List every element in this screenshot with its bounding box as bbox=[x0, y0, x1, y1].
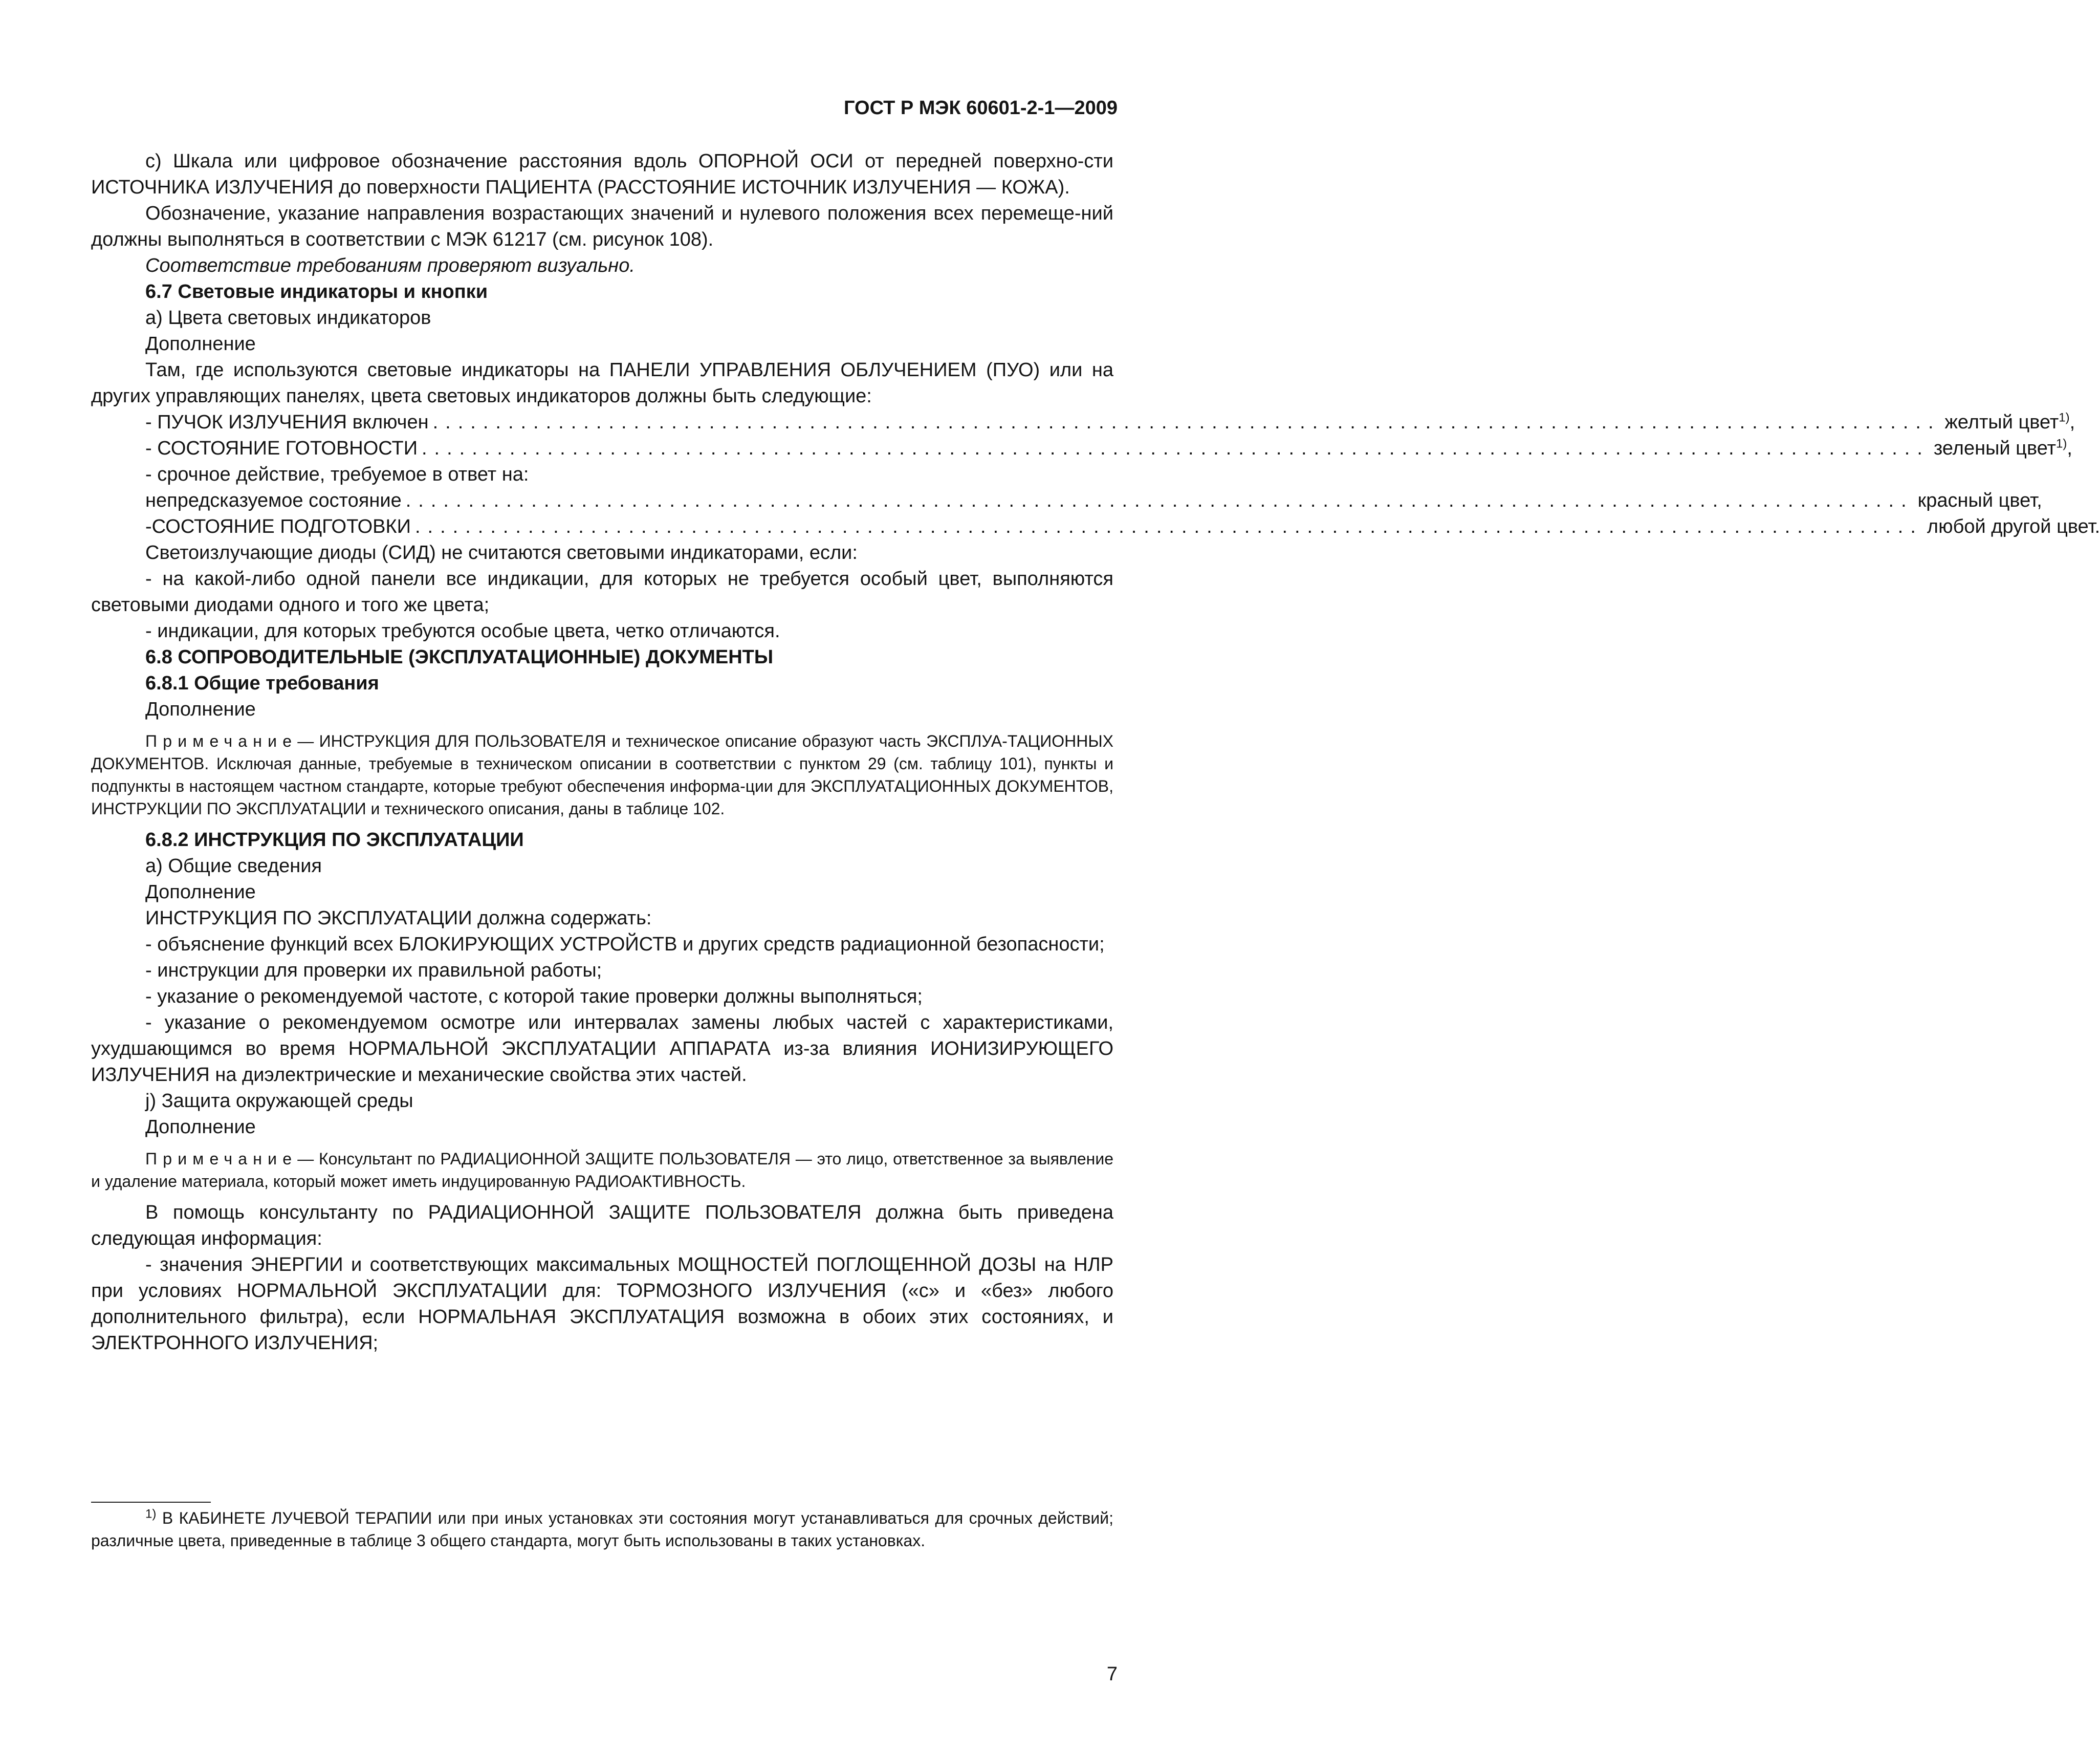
leader-dots: ........................................................................................................................ bbox=[432, 412, 1941, 433]
note-text: — Консультант по РАДИАЦИОННОЙ ЗАЩИТЕ ПОЛЬЗОВАТЕЛЯ — это лицо, ответственное за выявление и удаление материала, который может иметь индуцированную РАДИОАКТИВНОСТЬ. bbox=[91, 1150, 1113, 1191]
section-6-8-2-heading: 6.8.2 ИНСТРУКЦИЯ ПО ЭКСПЛУАТАЦИИ bbox=[145, 829, 524, 851]
page-content bbox=[91, 148, 2100, 1356]
document-header: ГОСТ Р МЭК 60601-2-1—2009 bbox=[844, 97, 1118, 119]
manual-item-2: - инструкции для проверки их правильной работы; bbox=[145, 960, 602, 981]
energy-paragraph: - значения ЭНЕРГИИ и соответствующих максимальных МОЩНОСТЕЙ ПОГЛОЩЕННОЙ ДОЗЫ на НЛР при условиях НОРМАЛЬНОЙ ЭКСПЛУАТАЦИИ для: ТОРМОЗНОГО ИЗЛУЧЕНИЯ («с» и «без» любого дополнительного фильтра), если НОРМАЛЬНАЯ ЭКСПЛУАТАЦИЯ возможна в обоих этих состояниях, и ЭЛЕКТРОННОГО ИЗЛУЧЕНИЯ; bbox=[91, 1254, 1113, 1354]
subsection-a-heading: а) Общие сведения bbox=[145, 855, 322, 877]
consultant-paragraph: В помощь консультанту по РАДИАЦИОННОЙ ЗАЩИТЕ ПОЛЬЗОВАТЕЛЯ должна быть приведена следующая информация: bbox=[91, 1202, 1113, 1249]
indicator-row-unpredictable bbox=[91, 488, 2042, 514]
indicator-value: любой другой цвет. bbox=[1927, 516, 2100, 537]
manual-item-3: - указание о рекомендуемой частоте, с которой такие проверки должны выполняться; bbox=[145, 986, 923, 1007]
leader-dots: ........................................................................................................................ bbox=[414, 516, 1923, 537]
note-text: — ИНСТРУКЦИЯ ДЛЯ ПОЛЬЗОВАТЕЛЯ и техническое описание образуют часть ЭКСПЛУА-ТАЦИОННЫХ ДОКУМЕНТОВ. Исключая данные, требуемые в техническом описании в соответствии с пунктом 29 (см. таблицу 101), пункты и подпункты в настоящем частном стандарте, которые требуют обеспечения информа-ции для ЭКСПЛУАТАЦИОННЫХ ДОКУМЕНТОВ, ИНСТРУКЦИИ ПО ЭКСПЛУАТАЦИИ и технического описания, даны в таблице 102. bbox=[91, 732, 1113, 818]
manual-intro: ИНСТРУКЦИЯ ПО ЭКСПЛУАТАЦИИ должна содержать: bbox=[145, 907, 652, 929]
indicator-row-preparation bbox=[91, 514, 2100, 540]
manual-item-1: - объяснение функций всех БЛОКИРУЮЩИХ УСТРОЙСТВ и других средств радиационной безопасности; bbox=[145, 934, 1105, 955]
footnote-text: В КАБИНЕТЕ ЛУЧЕВОЙ ТЕРАПИИ или при иных установках эти состояния могут устанавливаться для срочных действий; различные цвета, приведенные в таблице 3 общего стандарта, могут быть использованы в таких установках. bbox=[91, 1509, 1113, 1550]
item-c: c) Шкала или цифровое обозначение расстояния вдоль ОПОРНОЙ ОСИ от передней поверхно-сти ИСТОЧНИКА ИЗЛУЧЕНИЯ до поверхности ПАЦИЕНТА (РАССТОЯНИЕ ИСТОЧНИК ИЗЛУЧЕНИЯ — КОЖА). bbox=[91, 150, 1113, 198]
indicator-row-beam-on bbox=[91, 409, 2075, 436]
indicator-value: красный цвет, bbox=[1917, 490, 2042, 511]
led-condition-2: - индикации, для которых требуются особые цвета, четко отличаются. bbox=[145, 620, 780, 642]
led-condition-1: - на какой-либо одной панели все индикации, для которых не требуется особый цвет, выполняются световыми диодами одного и того же цвета; bbox=[91, 568, 1113, 616]
addition-label: Дополнение bbox=[145, 333, 256, 355]
indicator-label: - СОСТОЯНИЕ ГОТОВНОСТИ bbox=[145, 438, 418, 459]
addition-label: Дополнение bbox=[145, 699, 256, 720]
section-6-7-heading: 6.7 Световые индикаторы и кнопки bbox=[145, 281, 488, 302]
indicator-label: -СОСТОЯНИЕ ПОДГОТОВКИ bbox=[145, 516, 411, 537]
led-intro: Светоизлучающие диоды (СИД) не считаются световыми индикаторами, если: bbox=[145, 542, 858, 564]
designation-paragraph: Обозначение, указание направления возрастающих значений и нулевого положения всех перемеще-ний должны выполняться в соответствии с МЭК 61217 (см. рисунок 108). bbox=[91, 203, 1113, 250]
note-label: Примечание bbox=[145, 1150, 298, 1168]
addition-label: Дополнение bbox=[145, 881, 256, 903]
manual-item-4: - указание о рекомендуемом осмотре или интервалах замены любых частей с характеристиками, ухудшающимся во время НОРМАЛЬНОЙ ЭКСПЛУАТАЦИИ АППАРАТА из-за влияния ИОНИЗИРУЮЩЕГО ИЗЛУЧЕНИЯ на диэлектрические и механические свойства этих частей. bbox=[91, 1012, 1113, 1086]
indicator-label: - ПУЧОК ИЗЛУЧЕНИЯ включен bbox=[145, 412, 429, 433]
indicator-label: непредсказуемое состояние bbox=[145, 490, 402, 511]
footnote bbox=[91, 1507, 1113, 1552]
indicators-intro: Там, где используются световые индикаторы на ПАНЕЛИ УПРАВЛЕНИЯ ОБЛУЧЕНИЕМ (ПУО) или на других управляющих панелях, цвета световых индикаторов должны быть следующие: bbox=[91, 359, 1113, 407]
indicator-value: зеленый цвет$^{1)}$, bbox=[1933, 437, 2072, 459]
leader-dots: ........................................................................................................................ bbox=[405, 490, 1914, 511]
urgent-action-line: - срочное действие, требуемое в ответ на: bbox=[145, 464, 529, 485]
section-6-8-heading: 6.8 СОПРОВОДИТЕЛЬНЫЕ (ЭКСПЛУАТАЦИОННЫЕ) ДОКУМЕНТЫ bbox=[145, 646, 774, 668]
page-number: 7 bbox=[1106, 1663, 1118, 1685]
subsection-j-heading: j) Защита окружающей среды bbox=[145, 1090, 413, 1112]
subsection-a-heading: а) Цвета световых индикаторов bbox=[145, 307, 431, 329]
leader-dots: ........................................................................................................................ bbox=[422, 438, 1930, 459]
note-2 bbox=[91, 1148, 1113, 1193]
footnote-divider bbox=[91, 1502, 211, 1503]
footnote-mark: 1) bbox=[145, 1507, 157, 1521]
addition-label: Дополнение bbox=[145, 1116, 256, 1138]
note-1 bbox=[91, 730, 1113, 820]
compliance-note: Соответствие требованиям проверяют визуально. bbox=[145, 255, 635, 276]
indicator-value: желтый цвет$^{1)}$, bbox=[1944, 410, 2075, 433]
indicator-row-ready-state bbox=[91, 436, 2072, 462]
note-label: Примечание bbox=[145, 732, 298, 750]
section-6-8-1-heading: 6.8.1 Общие требования bbox=[145, 673, 379, 694]
